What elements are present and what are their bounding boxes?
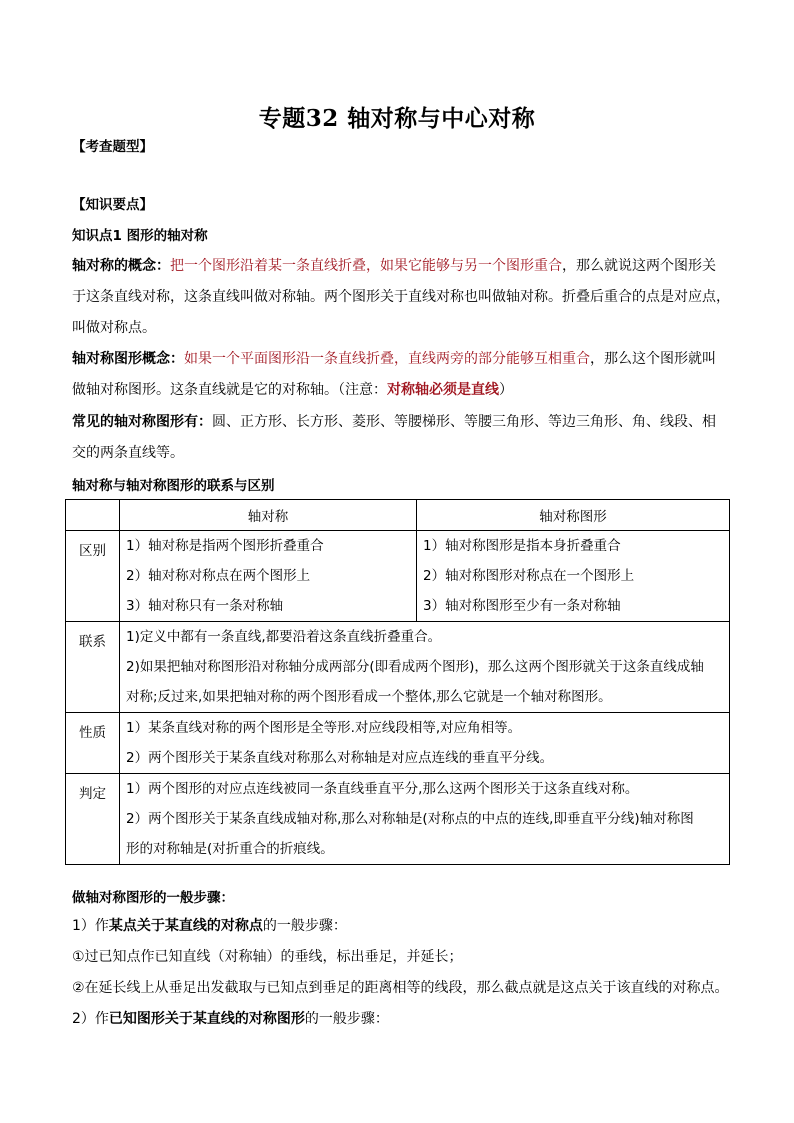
concept-text: ，那么就说这两个图形关: [562, 258, 716, 274]
step-2-heading: [72, 1008, 727, 1028]
list-item: 2）轴对称图形对称点在一个图形上: [423, 568, 635, 584]
list-item: 1）轴对称图形是指本身折叠重合: [423, 538, 621, 554]
section-exam-types: 【考查题型】: [72, 139, 153, 155]
list-item: 2）两个图形关于某条直线成轴对称,那么对称轴是(对称点的中点的连线,即垂直平分线)轴对称图: [126, 811, 694, 827]
figure-concept-note: 对称轴必须是直线: [387, 382, 499, 398]
common-figures-line2: 交的两条直线等。: [72, 445, 184, 461]
step-1-substep-2: ②在延长线上从垂足出发截取与已知点到垂足的距离相等的线段，那么截点就是这点关于该直线的对称点。: [72, 980, 729, 996]
step-1-emphasis: 某点关于某直线的对称点: [108, 918, 263, 934]
axial-figure-concept-line2: [72, 379, 727, 399]
table-row-connection: [66, 622, 730, 713]
common-figures: [72, 411, 727, 431]
difference-figure-cell: [417, 531, 730, 622]
list-item: 1）轴对称是指两个图形折叠重合: [126, 538, 324, 554]
row-label-difference: 区别: [66, 531, 120, 622]
figure-concept-highlight: 如果一个平面图形沿一条直线折叠，直线两旁的部分能够互相重合: [184, 351, 590, 367]
table-row-properties: [66, 713, 730, 774]
list-item: 形的对称轴是(对折重合的折痕线。: [126, 841, 334, 857]
axial-symmetry-concept-line3: 叫做对称点。: [72, 320, 156, 336]
list-item: 对称;反过来,如果把轴对称的两个图形看成一个整体,那么它就是一个轴对称图形。: [126, 689, 612, 705]
list-item: 3）轴对称只有一条对称轴: [126, 598, 284, 614]
judgement-cell: [120, 774, 730, 865]
list-item: 2）两个图形关于某条直线对称那么对称轴是对应点连线的垂直平分线。: [126, 750, 554, 766]
list-item: 1）某条直线对称的两个图形是全等形.对应线段相等,对应角相等。: [126, 720, 522, 736]
header-empty-cell: [66, 500, 120, 531]
axial-symmetry-concept: [72, 255, 727, 275]
figure-concept-line2-a: 做轴对称图形。这条直线就是它的对称轴。（注意：: [72, 382, 387, 398]
list-item: 2)如果把轴对称图形沿对称轴分成两部分(即看成两个图形)，那么这两个图形就关于这条直线成轴: [126, 659, 704, 675]
step-2-suffix: 的一般步骤：: [304, 1011, 389, 1027]
step-1-prefix: 1）作: [72, 918, 109, 934]
connection-cell: [120, 622, 730, 713]
common-figures-text: 圆、正方形、长方形、菱形、等腰梯形、等腰三角形、等边三角形、角、线段、相: [212, 414, 716, 430]
list-item: 3）轴对称图形至少有一条对称轴: [423, 598, 621, 614]
knowledge-point-1-title: 知识点1 图形的轴对称: [72, 228, 208, 244]
common-figures-label: 常见的轴对称图形有：: [72, 414, 212, 430]
row-label-judgement: 判定: [66, 774, 120, 865]
step-1-substep-1: ①过已知点作已知直线（对称轴）的垂线，标出垂足，并延长；: [72, 949, 463, 965]
list-item: 1)定义中都有一条直线,都要沿着这条直线折叠重合。: [126, 629, 442, 645]
concept-label: 轴对称的概念：: [72, 258, 170, 274]
list-item: 2）轴对称对称点在两个图形上: [126, 568, 311, 584]
comparison-table: [65, 499, 730, 865]
section-knowledge-points: 【知识要点】: [72, 197, 153, 213]
figure-concept-label: 轴对称图形概念：: [72, 351, 184, 367]
step-2-emphasis: 已知图形关于某直线的对称图形: [108, 1011, 305, 1027]
properties-cell: [120, 713, 730, 774]
header-axial-symmetry: 轴对称: [120, 500, 417, 531]
list-item: 1）两个图形的对应点连线被同一条直线垂直平分,那么这两个图形关于这条直线对称。: [126, 781, 639, 797]
table-title: 轴对称与轴对称图形的联系与区别: [72, 478, 275, 494]
difference-axial-cell: [120, 531, 417, 622]
header-axial-figure: 轴对称图形: [417, 500, 730, 531]
step-1-heading: [72, 915, 727, 935]
concept-highlight: 把一个图形沿着某一条直线折叠，如果它能够与另一个图形重合: [170, 258, 562, 274]
step-2-prefix: 2）作: [72, 1011, 109, 1027]
table-row-difference: [66, 531, 730, 622]
axial-figure-concept: [72, 348, 727, 368]
step-1-suffix: 的一般步骤：: [262, 918, 347, 934]
row-label-properties: 性质: [66, 713, 120, 774]
figure-concept-line2-b: ）: [499, 382, 513, 398]
row-label-connection: 联系: [66, 622, 120, 713]
figure-concept-text: ，那么这个图形就叫: [590, 351, 716, 367]
axial-symmetry-concept-line2: 于这条直线对称，这条直线叫做对称轴。两个图形关于直线对称也叫做轴对称。折叠后重合的点是对应点，: [72, 289, 730, 305]
table-row-judgement: [66, 774, 730, 865]
page-title: 专题32 轴对称与中心对称: [258, 105, 536, 132]
steps-title: 做轴对称图形的一般步骤：: [72, 890, 234, 906]
table-header-row: [66, 500, 730, 531]
